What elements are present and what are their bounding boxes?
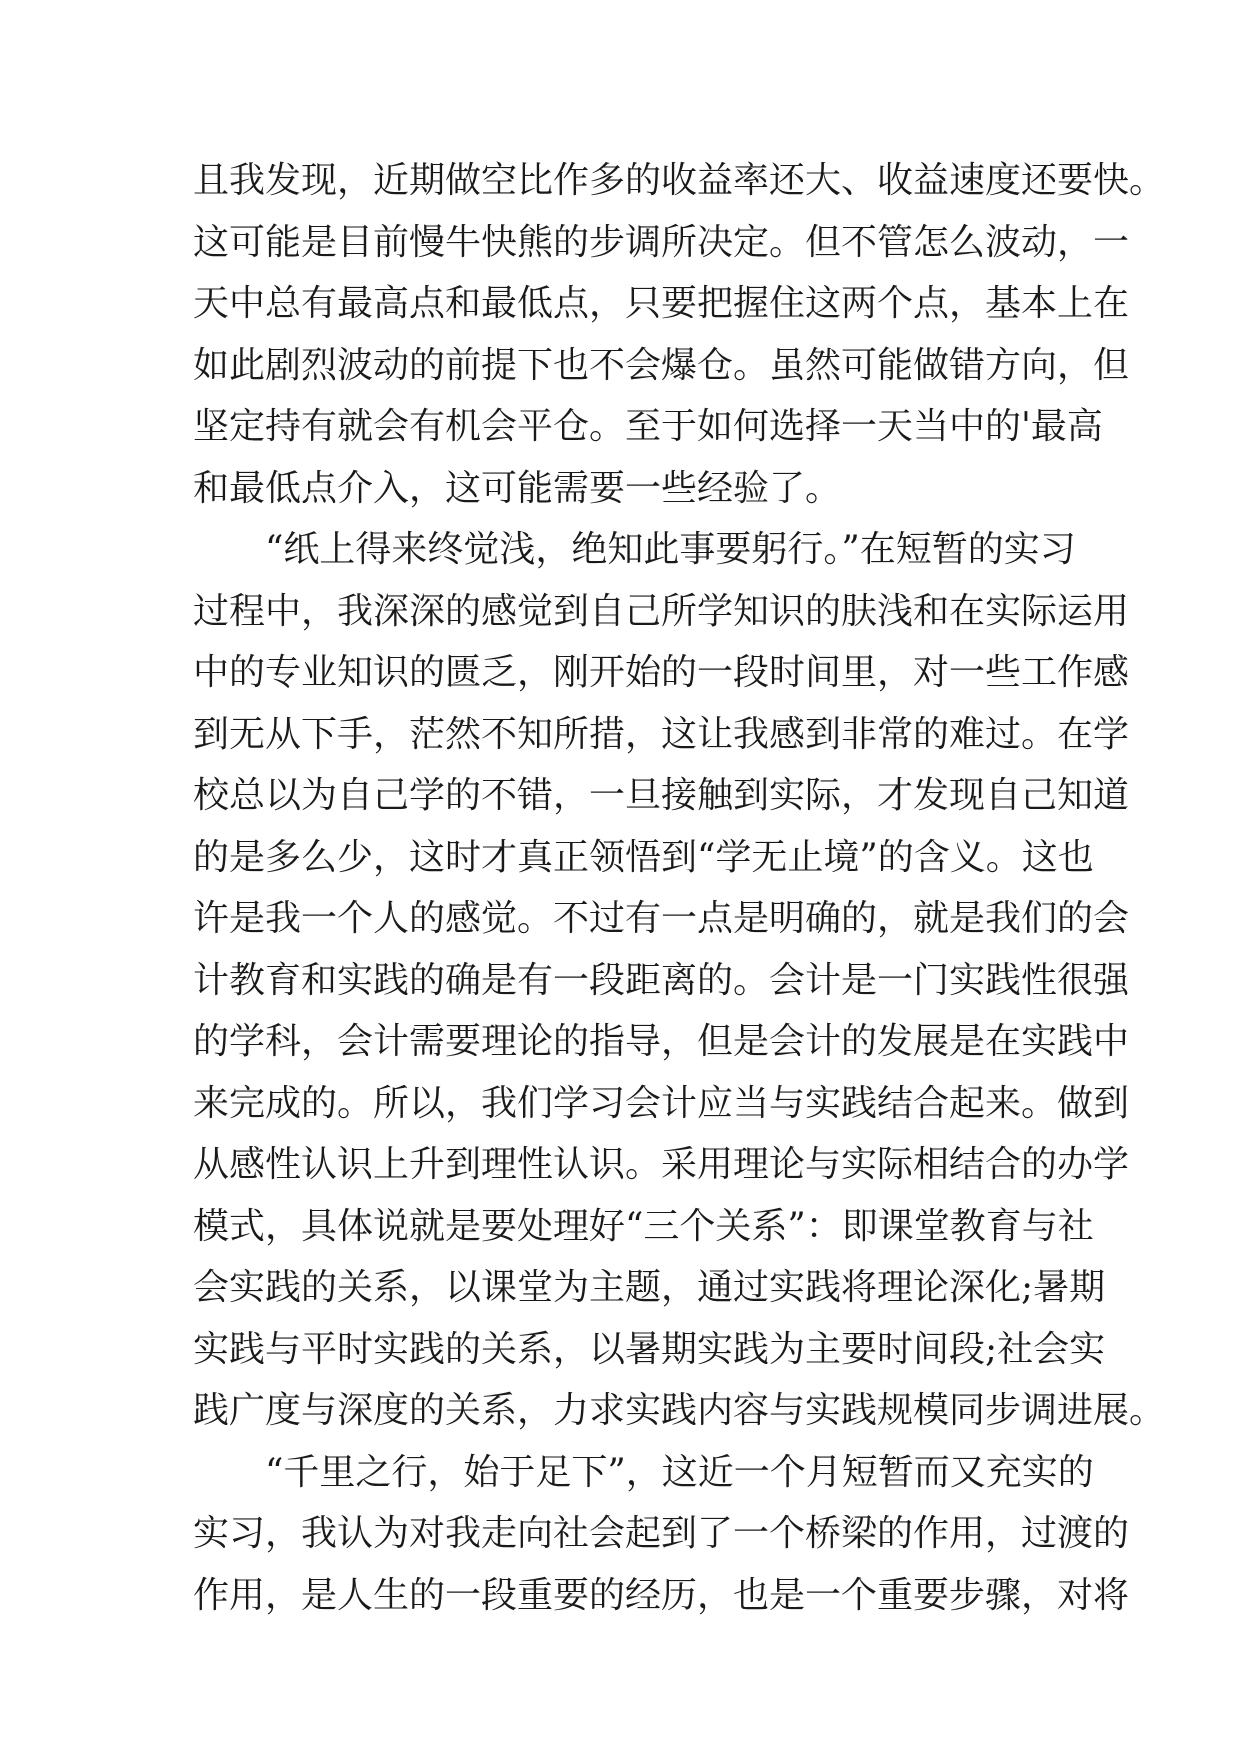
text-line: 模式，具体说就是要处理好“三个关系”：即课堂教育与社 — [193, 1205, 1094, 1247]
text-line: 从感性认识上升到理性认识。采用理论与实际相结合的办学 — [193, 1144, 1130, 1185]
text-line: 来完成的。所以，我们学习会计应当与实践结合起来。做到 — [193, 1082, 1130, 1124]
text-line: 如此剧烈波动的前提下也不会爆仓。虽然可能做错方向，但 — [193, 344, 1130, 386]
text-line: 到无从下手，茫然不知所措，这让我感到非常的难过。在学 — [193, 713, 1130, 755]
text-line: 校总以为自己学的不错，一旦接触到实际，才发现自己知道 — [193, 775, 1130, 816]
text-line: 实践与平时实践的关系，以暑期实践为主要时间段;社会实 — [193, 1328, 1106, 1370]
text-line: 且我发现，近期做空比作多的收益率还大、收益速度还要快。 — [193, 160, 1166, 201]
text-line: 坚定持有就会有机会平仓。至于如何选择一天当中的'最高 — [193, 406, 1103, 447]
text-line: 计教育和实践的确是有一段距离的。会计是一门实践性很强 — [193, 959, 1130, 1001]
text-line: 实习，我认为对我走向社会起到了一个桥梁的作用，过渡的 — [193, 1513, 1130, 1554]
text-line: 天中总有最高点和最低点，只要把握住这两个点，基本上在 — [193, 283, 1130, 324]
body-text — [193, 150, 1166, 1626]
text-line: 的学科，会计需要理论的指导，但是会计的发展是在实践中 — [193, 1021, 1130, 1062]
text-line: 践广度与深度的关系，力求实践内容与实践规模同步调进展。 — [193, 1390, 1166, 1431]
text-line: 和最低点介入，这可能需要一些经验了。 — [193, 467, 842, 509]
text-line: 这可能是目前慢牛快熊的步调所决定。但不管怎么波动，一 — [193, 221, 1130, 263]
paragraph-start-line: “千里之行，始于足下”，这近一个月短暂而又充实的 — [265, 1451, 1094, 1493]
text-line: 作用，是人生的一段重要的经历，也是一个重要步骤，对将 — [193, 1574, 1130, 1616]
text-line: 许是我一个人的感觉。不过有一点是明确的，就是我们的会 — [193, 898, 1130, 939]
text-line: 会实践的关系，以课堂为主题，通过实践将理论深化;暑期 — [193, 1267, 1106, 1308]
paragraph-start-line: “纸上得来终觉浅，绝知此事要躬行。”在短暂的实习 — [265, 529, 1076, 570]
text-line: 过程中，我深深的感觉到自己所学知识的肤浅和在实际运用 — [193, 590, 1130, 632]
text-line: 的是多么少，这时才真正领悟到“学无止境”的含义。这也 — [193, 836, 1094, 878]
text-line: 中的专业知识的匮乏，刚开始的一段时间里，对一些工作感 — [193, 652, 1130, 693]
